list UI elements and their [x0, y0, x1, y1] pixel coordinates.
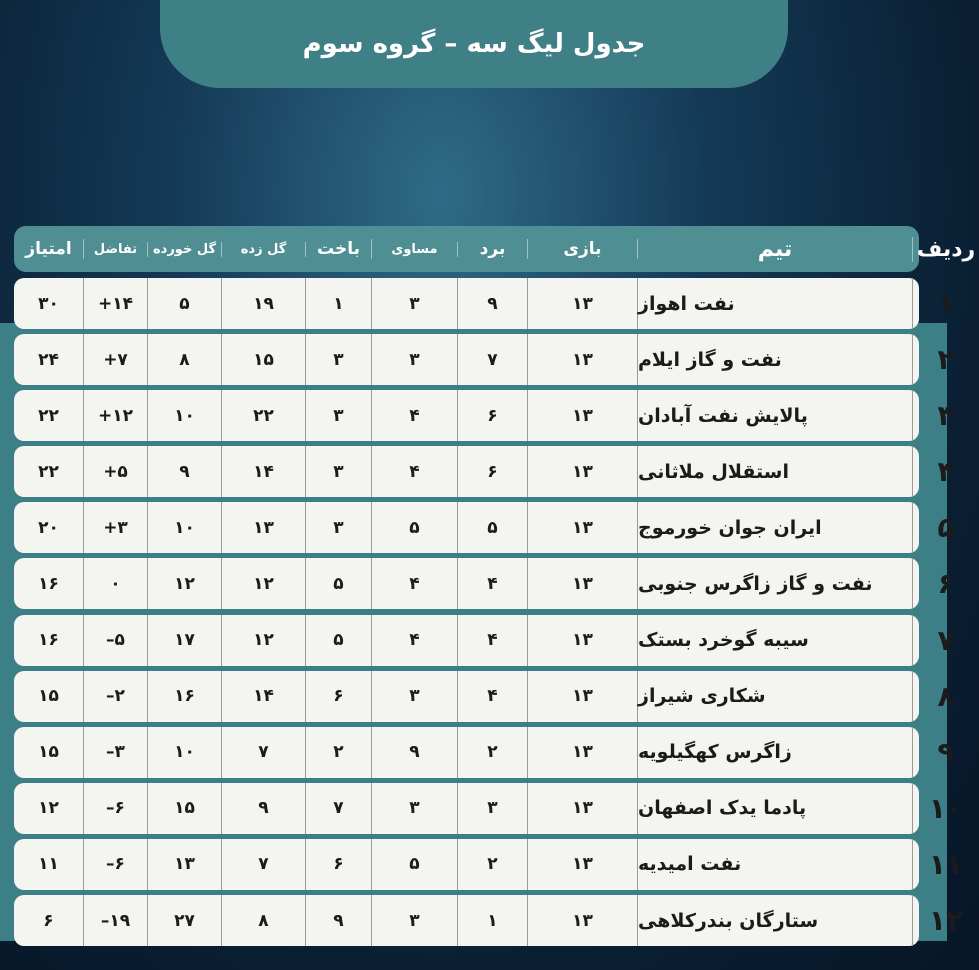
- cell-draw: ۴: [372, 390, 458, 441]
- cell-played: ۱۳: [528, 671, 638, 722]
- cell-rank: ۶: [937, 567, 955, 601]
- team-name: زاگرس کهگیلویه: [638, 741, 792, 764]
- cell-goals-for: ۱۳: [222, 502, 306, 553]
- cell-rank: ۲: [937, 343, 955, 377]
- cell-rank: ۸: [937, 679, 955, 713]
- table-header: [14, 226, 976, 272]
- cell-points: ۲۲: [14, 446, 84, 497]
- cell-lost: ۵: [306, 615, 372, 666]
- table-row: [14, 334, 955, 385]
- team-name: نفت و گاز ایلام: [638, 348, 782, 371]
- cell-lost: ۲: [306, 727, 372, 778]
- cell-goals-for: ۱۴: [222, 671, 306, 722]
- cell-goal-difference: –۱۹: [84, 895, 148, 946]
- cell-team: [638, 446, 913, 497]
- team-name: نفت و گاز زاگرس جنوبی: [638, 572, 873, 595]
- cell-goals-for: ۱۲: [222, 558, 306, 609]
- table-row: [14, 278, 955, 329]
- cell-rank: ۹: [937, 735, 955, 769]
- header-goals-for: گل زده: [222, 242, 306, 257]
- cell-lost: ۳: [306, 390, 372, 441]
- cell-won: ۹: [458, 278, 528, 329]
- table-row: [14, 671, 955, 722]
- cell-goals-against: ۵: [148, 278, 222, 329]
- cell-draw: ۹: [372, 727, 458, 778]
- cell-draw: ۳: [372, 783, 458, 834]
- cell-points: ۲۰: [14, 502, 84, 553]
- cell-lost: ۳: [306, 502, 372, 553]
- cell-lost: ۷: [306, 783, 372, 834]
- header-team: تیم: [638, 237, 913, 262]
- table-row: [14, 446, 955, 497]
- cell-won: ۲: [458, 839, 528, 890]
- header-won: برد: [458, 239, 528, 259]
- team-name: شکاری شیراز: [638, 685, 766, 708]
- cell-goals-against: ۱۰: [148, 502, 222, 553]
- team-name: استقلال ملاثانی: [638, 460, 789, 483]
- cell-team: [638, 502, 913, 553]
- header-played: بازی: [528, 239, 638, 259]
- cell-goals-against: ۱۰: [148, 390, 222, 441]
- cell-lost: ۱: [306, 278, 372, 329]
- cell-draw: ۳: [372, 334, 458, 385]
- cell-goals-against: ۱۲: [148, 558, 222, 609]
- header-draw: مساوی: [372, 242, 458, 257]
- cell-team: [638, 278, 913, 329]
- cell-won: ۱: [458, 895, 528, 946]
- page-title: [160, 0, 788, 88]
- cell-rank: ۴: [937, 455, 955, 489]
- cell-goals-against: ۱۰: [148, 727, 222, 778]
- team-name: نفت اهواز: [638, 292, 735, 315]
- cell-played: ۱۳: [528, 558, 638, 609]
- cell-won: ۴: [458, 558, 528, 609]
- cell-goals-for: ۱۵: [222, 334, 306, 385]
- team-name: پالایش نفت آبادان: [638, 404, 808, 427]
- team-name: نفت امیدیه: [638, 853, 742, 876]
- cell-points: ۱۵: [14, 727, 84, 778]
- cell-won: ۲: [458, 727, 528, 778]
- cell-rank: ۱۲: [928, 904, 964, 938]
- cell-goals-against: ۸: [148, 334, 222, 385]
- cell-goals-for: ۷: [222, 727, 306, 778]
- table-row: [14, 558, 955, 609]
- cell-goal-difference: –۲: [84, 671, 148, 722]
- cell-team: [638, 783, 913, 834]
- team-name: پادما یدک اصفهان: [638, 797, 807, 820]
- cell-goal-difference: –۵: [84, 615, 148, 666]
- cell-team: [638, 615, 913, 666]
- cell-played: ۱۳: [528, 839, 638, 890]
- cell-lost: ۳: [306, 446, 372, 497]
- header-points: امتیاز: [14, 239, 84, 259]
- cell-goal-difference: –۶: [84, 783, 148, 834]
- cell-goal-difference: +۷: [84, 334, 148, 385]
- table-row: [14, 727, 955, 778]
- cell-draw: ۴: [372, 446, 458, 497]
- cell-goals-for: ۹: [222, 783, 306, 834]
- cell-draw: ۴: [372, 558, 458, 609]
- cell-won: ۶: [458, 446, 528, 497]
- cell-team: [638, 839, 913, 890]
- header-goals-against: گل خورده: [148, 242, 222, 257]
- cell-goals-against: ۱۷: [148, 615, 222, 666]
- cell-lost: ۶: [306, 671, 372, 722]
- cell-rank: ۱: [937, 287, 955, 320]
- table-row: [14, 839, 964, 890]
- cell-goals-for: ۷: [222, 839, 306, 890]
- table-row: [14, 895, 964, 946]
- cell-team: [638, 671, 913, 722]
- cell-rank: ۱۱: [928, 847, 964, 881]
- cell-goals-for: ۲۲: [222, 390, 306, 441]
- cell-played: ۱۳: [528, 334, 638, 385]
- cell-team: [638, 390, 913, 441]
- cell-won: ۳: [458, 783, 528, 834]
- cell-goal-difference: –۶: [84, 839, 148, 890]
- page-title-text: جدول لیگ سه – گروه سوم: [302, 29, 646, 59]
- cell-goals-for: ۱۹: [222, 278, 306, 329]
- cell-draw: ۳: [372, 278, 458, 329]
- cell-rank: ۵: [937, 511, 955, 545]
- cell-goals-against: ۱۵: [148, 783, 222, 834]
- cell-goal-difference: ۰: [84, 558, 148, 609]
- cell-lost: ۳: [306, 334, 372, 385]
- team-name: سیبه گوخرد بستک: [638, 629, 809, 652]
- cell-draw: ۴: [372, 615, 458, 666]
- header-lost: باخت: [306, 239, 372, 259]
- table-row: [14, 390, 955, 441]
- cell-goals-against: ۲۷: [148, 895, 222, 946]
- cell-goal-difference: +۳: [84, 502, 148, 553]
- cell-won: ۷: [458, 334, 528, 385]
- header-rank: ردیف: [916, 236, 976, 262]
- cell-points: ۱۱: [14, 839, 84, 890]
- cell-played: ۱۳: [528, 278, 638, 329]
- cell-team: [638, 558, 913, 609]
- cell-won: ۴: [458, 671, 528, 722]
- cell-draw: ۵: [372, 502, 458, 553]
- header-goal-difference: تفاضل: [84, 242, 148, 257]
- cell-won: ۴: [458, 615, 528, 666]
- cell-points: ۶: [14, 895, 84, 946]
- cell-lost: ۶: [306, 839, 372, 890]
- cell-lost: ۹: [306, 895, 372, 946]
- team-name: ستارگان بندرکلاهی: [638, 909, 819, 932]
- cell-points: ۱۵: [14, 671, 84, 722]
- cell-goals-against: ۱۳: [148, 839, 222, 890]
- cell-goals-against: ۹: [148, 446, 222, 497]
- table-row: [14, 783, 964, 834]
- cell-team: [638, 895, 913, 946]
- cell-points: ۲۲: [14, 390, 84, 441]
- table-row: [14, 502, 955, 553]
- cell-team: [638, 334, 913, 385]
- cell-played: ۱۳: [528, 390, 638, 441]
- cell-played: ۱۳: [528, 615, 638, 666]
- cell-goals-against: ۱۶: [148, 671, 222, 722]
- cell-goal-difference: +۵: [84, 446, 148, 497]
- cell-played: ۱۳: [528, 727, 638, 778]
- cell-rank: ۷: [937, 623, 955, 657]
- cell-points: ۱۲: [14, 783, 84, 834]
- cell-goals-for: ۸: [222, 895, 306, 946]
- cell-points: ۱۶: [14, 558, 84, 609]
- cell-goal-difference: +۱۲: [84, 390, 148, 441]
- cell-points: ۳۰: [14, 278, 84, 329]
- cell-goals-for: ۱۲: [222, 615, 306, 666]
- cell-goal-difference: +۱۴: [84, 278, 148, 329]
- standings-table: [14, 278, 964, 951]
- cell-goals-for: ۱۴: [222, 446, 306, 497]
- cell-played: ۱۳: [528, 502, 638, 553]
- cell-played: ۱۳: [528, 895, 638, 946]
- table-row: [14, 615, 955, 666]
- cell-points: ۱۶: [14, 615, 84, 666]
- cell-won: ۵: [458, 502, 528, 553]
- cell-rank: ۳: [937, 399, 955, 433]
- cell-draw: ۳: [372, 895, 458, 946]
- cell-team: [638, 727, 913, 778]
- cell-played: ۱۳: [528, 446, 638, 497]
- cell-won: ۶: [458, 390, 528, 441]
- cell-points: ۲۴: [14, 334, 84, 385]
- cell-played: ۱۳: [528, 783, 638, 834]
- team-name: ایران جوان خورموج: [638, 516, 822, 539]
- cell-draw: ۳: [372, 671, 458, 722]
- cell-rank: ۱۰: [928, 791, 964, 825]
- cell-goal-difference: –۳: [84, 727, 148, 778]
- cell-draw: ۵: [372, 839, 458, 890]
- cell-lost: ۵: [306, 558, 372, 609]
